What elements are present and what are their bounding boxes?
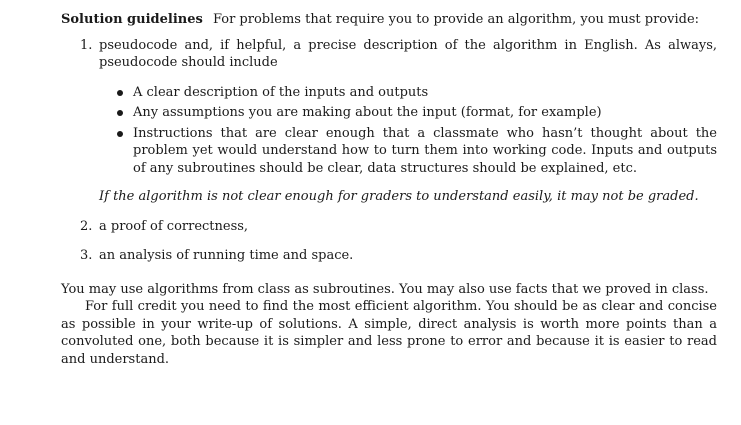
- requirement-item-pseudocode: [61, 37, 717, 206]
- item-text: a proof of correctness,: [99, 218, 249, 234]
- list-item: [99, 84, 717, 102]
- intro-text: For problems that require you to provide an algorithm, you must provide:: [212, 12, 700, 27]
- subroutines-paragraph: You may use algorithms from class as subroutines. You may also use facts that we proved in class.: [61, 281, 709, 297]
- item-number: 3.: [80, 248, 93, 263]
- item-number: 2.: [80, 218, 93, 234]
- section-title: Solution guidelines: [61, 12, 203, 27]
- list-item: [99, 125, 717, 178]
- requirements-list: [61, 37, 717, 265]
- item-text: an analysis of running time and space.: [99, 248, 354, 263]
- grading-note: If the algorithm is not clear enough for graders to understand easily, it may not be graded.: [99, 189, 699, 204]
- requirement-item-proof: [61, 218, 717, 236]
- list-item: [99, 104, 717, 122]
- full-credit-paragraph: For full credit you need to find the most efficient algorithm. You should be as clear and concise as possible in your write-up of solutions. A simple, direct analysis is worth more points than a convoluted one, both because it is simpler and less prone to error and because it is easier to read and understand.: [61, 299, 717, 367]
- bullet-icon: [117, 110, 123, 116]
- pseudocode-requirements-list: [99, 84, 717, 178]
- bullet-text: A clear description of the inputs and outputs: [133, 84, 429, 100]
- bullet-icon: [117, 131, 123, 137]
- item-text: pseudocode and, if helpful, a precise description of the algorithm in English. As always, pseudocode should include: [99, 37, 717, 70]
- item-number: 1.: [80, 37, 93, 53]
- bullet-icon: [117, 90, 123, 96]
- bullet-text: Any assumptions you are making about the input (format, for example): [133, 105, 602, 120]
- solution-guidelines-document: [61, 11, 717, 368]
- requirement-item-analysis: [61, 247, 717, 265]
- intro-line: [61, 11, 717, 29]
- bullet-text: Instructions that are clear enough that a classmate who hasn’t thought about the problem yet would understand how to turn them into working code. Inputs and outputs of any subroutines should be clear, data structures should be explained, etc.: [133, 125, 717, 176]
